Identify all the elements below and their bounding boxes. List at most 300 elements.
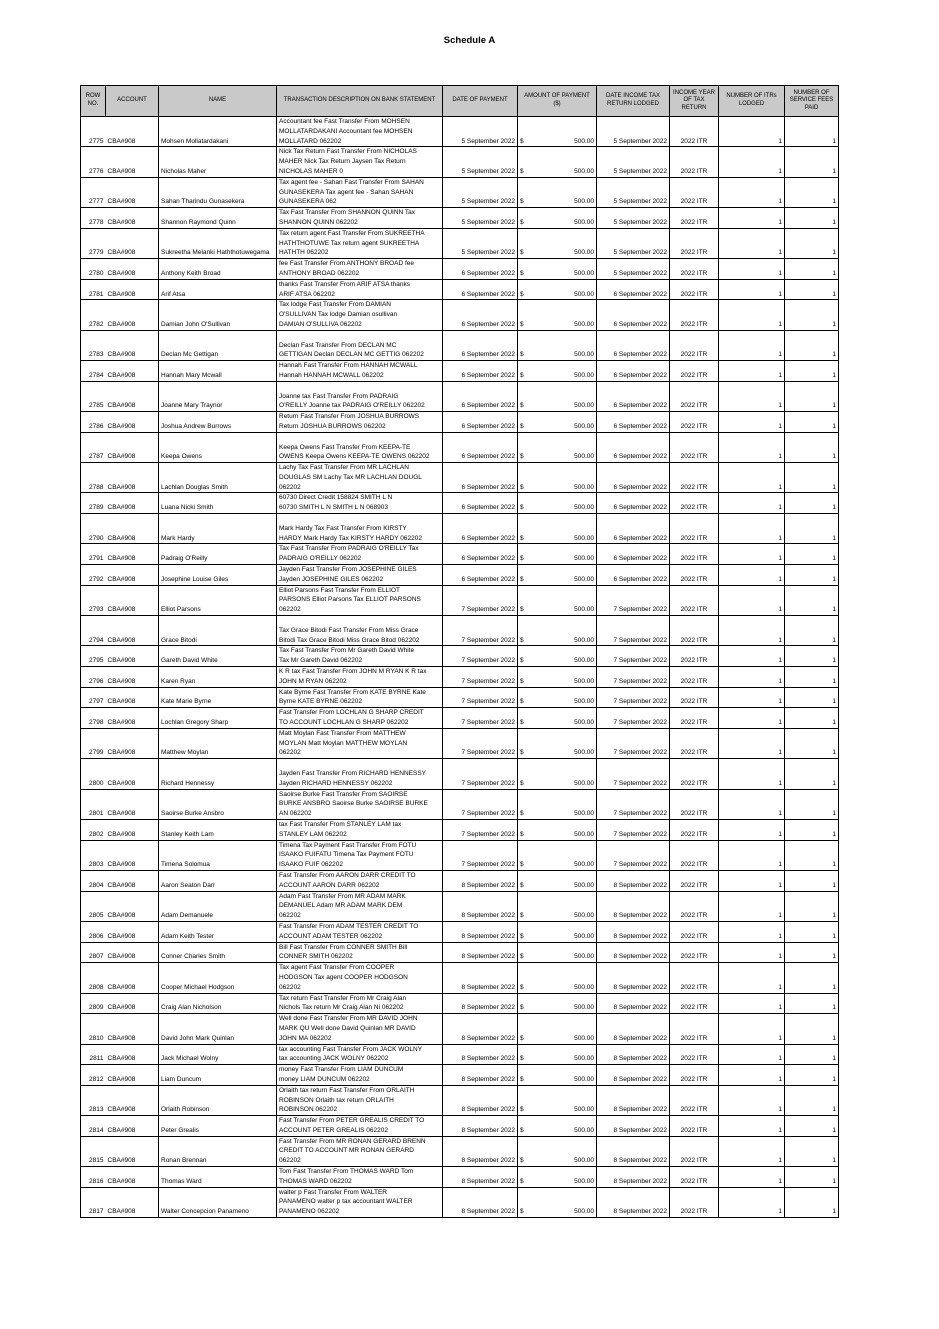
- description-line: Tax lodge Fast Transfer From DAMIAN: [279, 301, 391, 309]
- page-title: Schedule A: [443, 35, 496, 46]
- description-cell: [277, 759, 443, 789]
- account-cell: CBA#908: [106, 300, 159, 330]
- income-year-cell: 2022 ITR: [670, 177, 719, 207]
- payment-date-cell: 8 September 2022: [443, 870, 518, 891]
- payment-date-cell: 6 September 2022: [443, 300, 518, 330]
- amount-cell: 500.00: [524, 963, 597, 993]
- account-cell: CBA#908: [106, 493, 159, 514]
- name-cell: Walter Concepcion Panameno: [159, 1187, 277, 1217]
- service-fees-cell: 1: [785, 1167, 839, 1188]
- row-number: 2812: [81, 1065, 106, 1086]
- description-line: PADRAIG O'REILLY 062202: [279, 555, 362, 563]
- income-year-cell: 2022 ITR: [670, 646, 719, 667]
- account-cell: CBA#908: [106, 585, 159, 615]
- row-number: 2792: [81, 565, 106, 586]
- name-cell: Aaron Seaton Darr: [159, 870, 277, 891]
- account-cell: CBA#908: [106, 789, 159, 819]
- account-cell: CBA#908: [106, 1167, 159, 1188]
- row-number: 2775: [81, 117, 106, 147]
- itrs-lodged-cell: 1: [719, 708, 785, 729]
- account-cell: CBA#908: [106, 646, 159, 667]
- description-cell: [277, 646, 443, 667]
- description-cell: [277, 708, 443, 729]
- description-cell: [277, 921, 443, 942]
- amount-cell: 500.00: [524, 208, 597, 229]
- row-number: 2798: [81, 708, 106, 729]
- lodged-date-cell: 5 September 2022: [597, 208, 670, 229]
- description-line: HARDY Mark Hardy Tax KIRSTY HARDY 062202: [279, 534, 422, 542]
- account-cell: CBA#908: [106, 963, 159, 993]
- service-fees-cell: 1: [785, 514, 839, 544]
- description-line: ANTHONY BROAD 062202: [279, 269, 360, 277]
- table-row: [81, 667, 839, 688]
- service-fees-cell: 1: [785, 330, 839, 360]
- payment-date-cell: 6 September 2022: [443, 361, 518, 382]
- description-line: Jayden RICHARD HENNESSY 062202: [279, 779, 393, 787]
- description-line: PARSONS Elliot Parsons Tax ELLIOT PARSONS: [279, 596, 421, 604]
- table-row: [81, 300, 839, 330]
- description-line: Tax Fast Transfer From Mr Gareth David White: [279, 647, 415, 655]
- description-line: Jayden JOSEPHINE GILES 062202: [279, 575, 384, 583]
- row-number: 2804: [81, 870, 106, 891]
- itrs-lodged-cell: 1: [719, 1187, 785, 1217]
- amount-cell: 500.00: [524, 687, 597, 708]
- name-cell: Arif Atsa: [159, 279, 277, 300]
- description-line: [279, 616, 440, 626]
- description-line: 062202: [279, 606, 301, 614]
- table-row: [81, 117, 839, 147]
- amount-cell: 500.00: [524, 514, 597, 544]
- table-row: [81, 432, 839, 462]
- income-year-cell: 2022 ITR: [670, 1044, 719, 1065]
- description-cell: [277, 493, 443, 514]
- amount-cell: 500.00: [524, 177, 597, 207]
- amount-cell: 500.00: [524, 330, 597, 360]
- amount-cell: 500.00: [524, 1065, 597, 1086]
- payment-date-cell: 8 September 2022: [443, 942, 518, 963]
- service-fees-cell: 1: [785, 1136, 839, 1166]
- service-fees-cell: 1: [785, 279, 839, 300]
- account-cell: CBA#908: [106, 1044, 159, 1065]
- row-number: 2793: [81, 585, 106, 615]
- row-number: 2785: [81, 381, 106, 411]
- currency-symbol: $: [518, 840, 524, 870]
- income-year-cell: 2022 ITR: [670, 1116, 719, 1137]
- income-year-cell: 2022 ITR: [670, 1085, 719, 1115]
- lodged-date-cell: 5 September 2022: [597, 177, 670, 207]
- service-fees-cell: 1: [785, 921, 839, 942]
- service-fees-cell: 1: [785, 412, 839, 433]
- header-amount: AMOUNT OF PAYMENT ($): [518, 86, 597, 117]
- account-cell: CBA#908: [106, 728, 159, 758]
- row-number: 2801: [81, 789, 106, 819]
- description-line: CONNER SMITH 062202: [279, 953, 353, 961]
- account-cell: CBA#908: [106, 687, 159, 708]
- description-line: Jayden Fast Transfer From RICHARD HENNESSY: [279, 770, 427, 777]
- service-fees-cell: 1: [785, 963, 839, 993]
- currency-symbol: $: [518, 921, 524, 942]
- income-year-cell: 2022 ITR: [670, 208, 719, 229]
- itrs-lodged-cell: 1: [719, 646, 785, 667]
- description-line: [279, 382, 440, 392]
- lodged-date-cell: 6 September 2022: [597, 544, 670, 565]
- lodged-date-cell: 8 September 2022: [597, 942, 670, 963]
- description-line: MOLLATARD 062202: [279, 137, 342, 145]
- description-line: [279, 433, 440, 443]
- amount-cell: 500.00: [524, 993, 597, 1014]
- description-cell: [277, 544, 443, 565]
- table-row: [81, 279, 839, 300]
- service-fees-cell: 1: [785, 493, 839, 514]
- description-line: 60730 SMITH L N SMITH L N 068903: [279, 504, 388, 512]
- itrs-lodged-cell: 1: [719, 117, 785, 147]
- income-year-cell: 2022 ITR: [670, 259, 719, 280]
- row-number: 2779: [81, 228, 106, 258]
- amount-cell: 500.00: [524, 759, 597, 789]
- service-fees-cell: 1: [785, 870, 839, 891]
- description-line: ROBINSON Orlaith tax return ORLAITH: [279, 1096, 394, 1104]
- account-cell: CBA#908: [106, 463, 159, 493]
- description-cell: [277, 585, 443, 615]
- lodged-date-cell: 7 September 2022: [597, 840, 670, 870]
- itrs-lodged-cell: 1: [719, 1014, 785, 1044]
- payment-date-cell: 8 September 2022: [443, 1187, 518, 1217]
- account-cell: CBA#908: [106, 412, 159, 433]
- description-line: Fast Transfer From AARON DARR CREDIT TO: [279, 871, 416, 879]
- payment-date-cell: 8 September 2022: [443, 1014, 518, 1044]
- income-year-cell: 2022 ITR: [670, 616, 719, 646]
- description-line: Tax return Fast Transfer From Mr Craig Alan: [279, 994, 407, 1002]
- row-number: 2788: [81, 463, 106, 493]
- currency-symbol: $: [518, 432, 524, 462]
- description-line: Fast Transfer From ADAM TESTER CREDIT TO: [279, 922, 419, 930]
- income-year-cell: 2022 ITR: [670, 1136, 719, 1166]
- row-number: 2813: [81, 1085, 106, 1115]
- itrs-lodged-cell: 1: [719, 963, 785, 993]
- income-year-cell: 2022 ITR: [670, 279, 719, 300]
- itrs-lodged-cell: 1: [719, 789, 785, 819]
- description-cell: [277, 963, 443, 993]
- amount-cell: 500.00: [524, 1167, 597, 1188]
- row-number: 2811: [81, 1044, 106, 1065]
- currency-symbol: $: [518, 259, 524, 280]
- row-number: 2805: [81, 891, 106, 921]
- account-cell: CBA#908: [106, 1116, 159, 1137]
- name-cell: Karen Ryan: [159, 667, 277, 688]
- description-cell: [277, 667, 443, 688]
- description-line: MAHER Nick Tax Return Jaysen Tax Return: [279, 158, 406, 166]
- payment-date-cell: 7 September 2022: [443, 789, 518, 819]
- description-line: TO ACCOUNT LOCHLAN G SHARP 062202: [279, 719, 409, 727]
- description-line: 062202: [279, 1157, 301, 1165]
- description-cell: [277, 616, 443, 646]
- name-cell: Sukreetha Melanki Haththotuwegama: [159, 228, 277, 258]
- lodged-date-cell: 6 September 2022: [597, 279, 670, 300]
- income-year-cell: 2022 ITR: [670, 544, 719, 565]
- name-cell: Liam Duncum: [159, 1065, 277, 1086]
- account-cell: CBA#908: [106, 330, 159, 360]
- payment-date-cell: 5 September 2022: [443, 117, 518, 147]
- itrs-lodged-cell: 1: [719, 687, 785, 708]
- income-year-cell: 2022 ITR: [670, 381, 719, 411]
- row-number: 2814: [81, 1116, 106, 1137]
- table-row: [81, 514, 839, 544]
- row-number: 2780: [81, 259, 106, 280]
- currency-symbol: $: [518, 1136, 524, 1166]
- lodged-date-cell: 6 September 2022: [597, 514, 670, 544]
- itrs-lodged-cell: 1: [719, 1116, 785, 1137]
- income-year-cell: 2022 ITR: [670, 361, 719, 382]
- currency-symbol: $: [518, 616, 524, 646]
- service-fees-cell: 1: [785, 432, 839, 462]
- lodged-date-cell: 8 September 2022: [597, 921, 670, 942]
- name-cell: Peter Grealis: [159, 1116, 277, 1137]
- description-line: fee Fast Transfer From ANTHONY BROAD fee: [279, 260, 414, 268]
- row-number: 2795: [81, 646, 106, 667]
- account-cell: CBA#908: [106, 208, 159, 229]
- itrs-lodged-cell: 1: [719, 544, 785, 565]
- description-line: 062202: [279, 912, 301, 920]
- service-fees-cell: 1: [785, 565, 839, 586]
- payment-date-cell: 5 September 2022: [443, 208, 518, 229]
- description-cell: [277, 1044, 443, 1065]
- table-row: [81, 1136, 839, 1166]
- income-year-cell: 2022 ITR: [670, 1014, 719, 1044]
- itrs-lodged-cell: 1: [719, 300, 785, 330]
- description-line: DAMIAN O'SULLIVA 062202: [279, 320, 362, 328]
- itrs-lodged-cell: 1: [719, 1136, 785, 1166]
- description-line: ACCOUNT PETER GREALIS 062202: [279, 1126, 388, 1134]
- description-line: Keepa Owens Fast Transfer From KEEPA-TE: [279, 443, 411, 451]
- income-year-cell: 2022 ITR: [670, 891, 719, 921]
- table-row: [81, 759, 839, 789]
- payment-date-cell: 7 September 2022: [443, 759, 518, 789]
- name-cell: Saoirse Burke Ansbro: [159, 789, 277, 819]
- description-cell: [277, 870, 443, 891]
- lodged-date-cell: 7 September 2022: [597, 585, 670, 615]
- description-line: Lachy Tax Fast Transfer From MR LACHLAN: [279, 464, 409, 472]
- table-row: [81, 1014, 839, 1044]
- amount-cell: 500.00: [524, 1136, 597, 1166]
- name-cell: Elliot Parsons: [159, 585, 277, 615]
- description-cell: [277, 1065, 443, 1086]
- description-line: Well done Fast Transfer From MR DAVID JOHN: [279, 1015, 418, 1023]
- currency-symbol: $: [518, 1044, 524, 1065]
- currency-symbol: $: [518, 870, 524, 891]
- name-cell: Kate Marie Byrne: [159, 687, 277, 708]
- currency-symbol: $: [518, 493, 524, 514]
- itrs-lodged-cell: 1: [719, 228, 785, 258]
- payment-date-cell: 6 September 2022: [443, 259, 518, 280]
- description-line: Kate Byrne Fast Transfer From KATE BYRNE Kate: [279, 688, 426, 696]
- amount-cell: 500.00: [524, 279, 597, 300]
- currency-symbol: $: [518, 646, 524, 667]
- lodged-date-cell: 6 September 2022: [597, 463, 670, 493]
- description-line: Accountant fee Fast Transfer From MOHSEN: [279, 118, 410, 125]
- payment-date-cell: 7 September 2022: [443, 687, 518, 708]
- table-row: [81, 565, 839, 586]
- account-cell: CBA#908: [106, 819, 159, 840]
- description-line: Tax Fast Transfer From SHANNON QUINN Tax: [279, 209, 416, 217]
- lodged-date-cell: 6 September 2022: [597, 300, 670, 330]
- description-cell: [277, 565, 443, 586]
- income-year-cell: 2022 ITR: [670, 117, 719, 147]
- income-year-cell: 2022 ITR: [670, 493, 719, 514]
- name-cell: Craig Alan Nicholson: [159, 993, 277, 1014]
- payment-date-cell: 7 September 2022: [443, 585, 518, 615]
- row-number: 2815: [81, 1136, 106, 1166]
- table-row: [81, 228, 839, 258]
- row-number: 2782: [81, 300, 106, 330]
- description-line: ISAAKO FUIFATU Timena Tax Payment FOTU: [279, 851, 414, 859]
- lodged-date-cell: 6 September 2022: [597, 493, 670, 514]
- income-year-cell: 2022 ITR: [670, 565, 719, 586]
- header-num-itrs: NUMBER OF ITRs LODGED: [719, 86, 785, 117]
- description-line: JOHN M RYAN 062202: [279, 677, 347, 685]
- payment-date-cell: 8 September 2022: [443, 1116, 518, 1137]
- amount-cell: 500.00: [524, 728, 597, 758]
- itrs-lodged-cell: 1: [719, 942, 785, 963]
- payment-date-cell: 7 September 2022: [443, 728, 518, 758]
- table-row: [81, 789, 839, 819]
- account-cell: CBA#908: [106, 759, 159, 789]
- itrs-lodged-cell: 1: [719, 361, 785, 382]
- amount-cell: 500.00: [524, 412, 597, 433]
- amount-cell: 500.00: [524, 942, 597, 963]
- itrs-lodged-cell: 1: [719, 759, 785, 789]
- payment-date-cell: 6 September 2022: [443, 463, 518, 493]
- name-cell: Adam Keith Tester: [159, 921, 277, 942]
- description-cell: [277, 819, 443, 840]
- row-number: 2809: [81, 993, 106, 1014]
- lodged-date-cell: 7 September 2022: [597, 708, 670, 729]
- amount-cell: 500.00: [524, 819, 597, 840]
- income-year-cell: 2022 ITR: [670, 1065, 719, 1086]
- itrs-lodged-cell: 1: [719, 259, 785, 280]
- payment-date-cell: 5 September 2022: [443, 147, 518, 177]
- itrs-lodged-cell: 1: [719, 616, 785, 646]
- description-cell: [277, 381, 443, 411]
- name-cell: Josephine Louise Giles: [159, 565, 277, 586]
- amount-cell: 500.00: [524, 1085, 597, 1115]
- itrs-lodged-cell: 1: [719, 463, 785, 493]
- amount-cell: 500.00: [524, 1014, 597, 1044]
- table-row: [81, 942, 839, 963]
- row-number: 2806: [81, 921, 106, 942]
- service-fees-cell: 1: [785, 687, 839, 708]
- account-cell: CBA#908: [106, 544, 159, 565]
- name-cell: Matthew Moylan: [159, 728, 277, 758]
- row-number: 2787: [81, 432, 106, 462]
- service-fees-cell: 1: [785, 300, 839, 330]
- account-cell: CBA#908: [106, 1014, 159, 1044]
- description-line: GUNASEKERA Tax agent fee - Sahan SAHAN: [279, 188, 414, 196]
- currency-symbol: $: [518, 708, 524, 729]
- lodged-date-cell: 7 September 2022: [597, 616, 670, 646]
- name-cell: Adam Demanuele: [159, 891, 277, 921]
- payment-date-cell: 8 September 2022: [443, 891, 518, 921]
- amount-cell: 500.00: [524, 1187, 597, 1217]
- payment-date-cell: 5 September 2022: [443, 228, 518, 258]
- payment-date-cell: 7 September 2022: [443, 819, 518, 840]
- account-cell: CBA#908: [106, 259, 159, 280]
- table-row: [81, 728, 839, 758]
- table-row: [81, 1167, 839, 1188]
- lodged-date-cell: 8 September 2022: [597, 1167, 670, 1188]
- income-year-cell: 2022 ITR: [670, 728, 719, 758]
- description-cell: [277, 1136, 443, 1166]
- table-row: [81, 1085, 839, 1115]
- amount-cell: 500.00: [524, 921, 597, 942]
- amount-cell: 500.00: [524, 585, 597, 615]
- name-cell: Mark Hardy: [159, 514, 277, 544]
- payment-date-cell: 6 September 2022: [443, 514, 518, 544]
- description-cell: [277, 514, 443, 544]
- name-cell: Mohsen Mollatardakani: [159, 117, 277, 147]
- description-line: Elliot Parsons Fast Transfer From ELLIOT: [279, 586, 401, 594]
- description-line: MOYLAN Matt Moylan MATTHEW MOYLAN: [279, 739, 408, 747]
- row-number: 2799: [81, 728, 106, 758]
- account-cell: CBA#908: [106, 177, 159, 207]
- itrs-lodged-cell: 1: [719, 840, 785, 870]
- header-description: TRANSACTION DESCRIPTION ON BANK STATEMENT: [277, 86, 443, 117]
- row-number: 2776: [81, 147, 106, 177]
- itrs-lodged-cell: 1: [719, 432, 785, 462]
- currency-symbol: $: [518, 789, 524, 819]
- table-row: [81, 993, 839, 1014]
- itrs-lodged-cell: 1: [719, 208, 785, 229]
- account-cell: CBA#908: [106, 993, 159, 1014]
- amount-cell: 500.00: [524, 789, 597, 819]
- service-fees-cell: 1: [785, 361, 839, 382]
- description-line: HATHTH 062202: [279, 249, 329, 257]
- header-date-lodged: DATE INCOME TAX RETURN LODGED: [597, 86, 670, 117]
- itrs-lodged-cell: 1: [719, 667, 785, 688]
- service-fees-cell: 1: [785, 463, 839, 493]
- description-cell: [277, 147, 443, 177]
- description-line: MOLLATARDAKANI Accountant fee MOHSEN: [279, 127, 413, 135]
- description-line: Orlaith tax return Fast Transfer From ORLAITH: [279, 1086, 415, 1094]
- description-line: Nichols Tax return Mr Craig Alan Ni 062202: [279, 1004, 404, 1012]
- header-account: ACCOUNT: [106, 86, 159, 117]
- description-line: DOUGLAS SM Lachy Tax MR LACHLAN DOUGL: [279, 473, 422, 481]
- payment-date-cell: 7 September 2022: [443, 840, 518, 870]
- row-number: 2816: [81, 1167, 106, 1188]
- lodged-date-cell: 8 September 2022: [597, 1085, 670, 1115]
- row-number: 2784: [81, 361, 106, 382]
- currency-symbol: $: [518, 759, 524, 789]
- description-cell: [277, 891, 443, 921]
- description-line: 062202: [279, 749, 301, 757]
- amount-cell: 500.00: [524, 616, 597, 646]
- description-line: Nick Tax Return Fast Transfer From NICHOLAS: [279, 148, 417, 156]
- header-num-fees: NUMBER OF SERVICE FEES PAID: [785, 86, 839, 117]
- currency-symbol: $: [518, 514, 524, 544]
- service-fees-cell: 1: [785, 1187, 839, 1217]
- name-cell: Nicholas Maher: [159, 147, 277, 177]
- itrs-lodged-cell: 1: [719, 921, 785, 942]
- table-row: [81, 463, 839, 493]
- table-row: [81, 412, 839, 433]
- description-line: ISAAKO FUIF 062202: [279, 861, 343, 869]
- income-year-cell: 2022 ITR: [670, 1187, 719, 1217]
- description-line: Fast Transfer From MR RONAN GERARD BRENN: [279, 1137, 426, 1145]
- name-cell: Lochlan Gregory Sharp: [159, 708, 277, 729]
- description-line: 60730 Direct Credit 158824 SMITH L N: [279, 494, 393, 502]
- description-line: tax accounting Fast Transfer From JACK WOLNY: [279, 1045, 423, 1053]
- account-cell: CBA#908: [106, 565, 159, 586]
- amount-cell: 500.00: [524, 1044, 597, 1065]
